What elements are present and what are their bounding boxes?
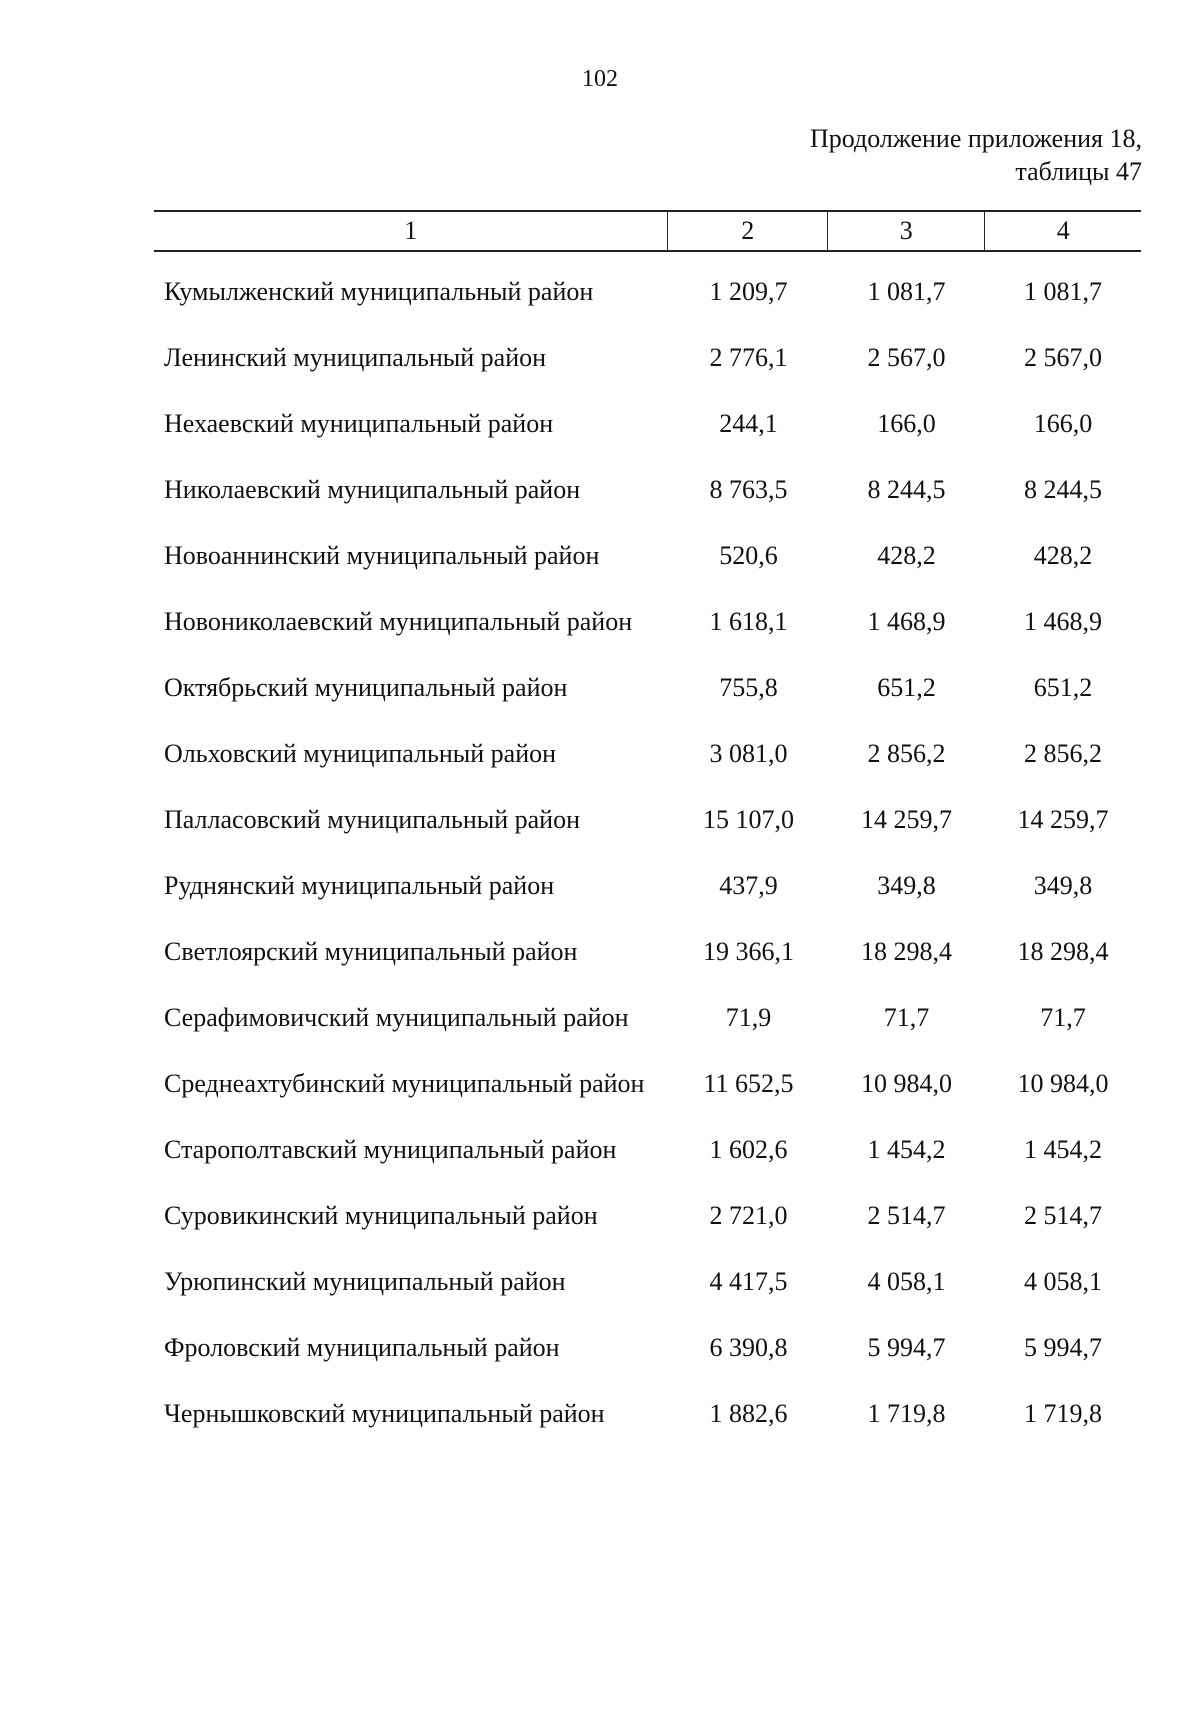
column-2-value-cell: 437,9 <box>719 871 778 900</box>
column-2-value-cell: 2 721,0 <box>709 1201 788 1230</box>
column-2-value-cell: 19 366,1 <box>703 937 794 966</box>
column-4-value-cell: 166,0 <box>1033 409 1093 438</box>
caption-line-2: таблицы 47 <box>1015 157 1142 186</box>
column-3-value-cell: 2 514,7 <box>867 1201 946 1230</box>
column-2-value-cell: 3 081,0 <box>709 739 788 768</box>
table-header-row <box>154 210 1141 252</box>
table-row <box>154 1134 1141 1165</box>
table-row <box>154 1398 1141 1429</box>
column-2-value-cell: 71,9 <box>725 1003 772 1032</box>
district-name-cell: Фроловский муниципальный район <box>164 1333 560 1362</box>
table-row <box>154 1332 1141 1363</box>
table-row <box>154 606 1141 637</box>
district-name-cell: Ольховский муниципальный район <box>164 739 557 768</box>
column-4-value-cell: 8 244,5 <box>1024 475 1102 504</box>
district-name-cell: Среднеахтубинский муниципальный район <box>164 1069 645 1098</box>
district-name-cell: Николаевский муниципальный район <box>164 475 581 504</box>
column-3-value-cell: 5 994,7 <box>867 1333 946 1362</box>
district-name-cell: Ленинский муниципальный район <box>164 343 547 372</box>
column-header-4: 4 <box>984 212 1141 250</box>
column-3-value-cell: 14 259,7 <box>861 805 952 834</box>
table-row <box>154 870 1141 901</box>
column-3-value-cell: 8 244,5 <box>867 475 946 504</box>
table-row <box>154 738 1141 769</box>
column-4-value-cell: 14 259,7 <box>1017 805 1109 834</box>
column-2-value-cell: 6 390,8 <box>709 1333 788 1362</box>
column-3-value-cell: 1 454,2 <box>867 1135 946 1164</box>
column-3-value-cell: 166,0 <box>877 409 936 438</box>
column-2-value-cell: 1 882,6 <box>709 1399 788 1428</box>
column-4-value-cell: 1 468,9 <box>1024 607 1102 636</box>
column-2-value-cell: 11 652,5 <box>703 1069 794 1098</box>
table-row <box>154 1068 1141 1099</box>
column-4-value-cell: 1 454,2 <box>1024 1135 1102 1164</box>
page-number: 102 <box>582 66 618 92</box>
district-name-cell: Старополтавский муниципальный район <box>164 1135 617 1164</box>
column-4-value-cell: 2 856,2 <box>1024 739 1102 768</box>
table-row <box>154 804 1141 835</box>
table-row <box>154 672 1141 703</box>
column-4-value-cell: 349,8 <box>1033 871 1093 900</box>
district-name-cell: Серафимовичский муниципальный район <box>164 1003 629 1032</box>
column-header-2: 2 <box>667 212 827 250</box>
column-3-value-cell: 428,2 <box>877 541 936 570</box>
column-4-value-cell: 18 298,4 <box>1017 937 1109 966</box>
table-row <box>154 408 1141 439</box>
column-2-value-cell: 1 602,6 <box>709 1135 788 1164</box>
district-name-cell: Чернышковский муниципальный район <box>164 1399 605 1428</box>
column-2-value-cell: 2 776,1 <box>709 343 788 372</box>
district-name-cell: Урюпинский муниципальный район <box>164 1267 566 1296</box>
column-3-value-cell: 2 567,0 <box>867 343 946 372</box>
column-3-value-cell: 71,7 <box>883 1003 930 1032</box>
column-3-value-cell: 1 468,9 <box>867 607 946 636</box>
district-name-cell: Нехаевский муниципальный район <box>164 409 554 438</box>
table-row <box>154 540 1141 571</box>
column-3-value-cell: 651,2 <box>877 673 936 702</box>
table-row <box>154 1266 1141 1297</box>
column-4-value-cell: 1 719,8 <box>1024 1399 1102 1428</box>
data-table <box>154 210 1141 1464</box>
table-row <box>154 342 1141 373</box>
column-3-value-cell: 18 298,4 <box>861 937 952 966</box>
column-4-value-cell: 2 514,7 <box>1024 1201 1102 1230</box>
column-4-value-cell: 71,7 <box>1040 1003 1086 1032</box>
column-4-value-cell: 428,2 <box>1033 541 1093 570</box>
column-3-value-cell: 349,8 <box>877 871 936 900</box>
district-name-cell: Суровикинский муниципальный район <box>164 1201 598 1230</box>
district-name-cell: Кумылженский муниципальный район <box>164 277 594 306</box>
column-2-value-cell: 520,6 <box>719 541 778 570</box>
column-2-value-cell: 4 417,5 <box>709 1267 788 1296</box>
table-row <box>154 1200 1141 1231</box>
column-header-1: 1 <box>404 216 418 245</box>
column-2-value-cell: 755,8 <box>719 673 778 702</box>
district-name-cell: Светлоярский муниципальный район <box>164 937 578 966</box>
table-body <box>154 276 1141 1429</box>
column-2-value-cell: 15 107,0 <box>703 805 794 834</box>
column-4-value-cell: 10 984,0 <box>1017 1069 1109 1098</box>
column-2-value-cell: 8 763,5 <box>709 475 788 504</box>
district-name-cell: Руднянский муниципальный район <box>164 871 555 900</box>
column-3-value-cell: 4 058,1 <box>867 1267 946 1296</box>
column-4-value-cell: 651,2 <box>1033 673 1093 702</box>
column-3-value-cell: 1 719,8 <box>867 1399 946 1428</box>
table-row <box>154 276 1141 307</box>
column-4-value-cell: 2 567,0 <box>1024 343 1102 372</box>
district-name-cell: Палласовский муниципальный район <box>164 805 580 834</box>
column-3-value-cell: 10 984,0 <box>861 1069 952 1098</box>
district-name-cell: Октябрьский муниципальный район <box>164 673 568 702</box>
caption-line-1: Продолжение приложения 18, <box>809 124 1142 153</box>
column-4-value-cell: 5 994,7 <box>1024 1333 1102 1362</box>
column-2-value-cell: 1 618,1 <box>709 607 788 636</box>
table-row <box>154 936 1141 967</box>
table-row <box>154 1002 1141 1033</box>
district-name-cell: Новониколаевский муниципальный район <box>164 607 633 636</box>
table-caption <box>810 122 1142 188</box>
column-3-value-cell: 2 856,2 <box>867 739 946 768</box>
column-header-3: 3 <box>827 212 985 250</box>
column-4-value-cell: 4 058,1 <box>1024 1267 1102 1296</box>
district-name-cell: Новоаннинский муниципальный район <box>164 541 600 570</box>
column-3-value-cell: 1 081,7 <box>867 277 946 306</box>
column-2-value-cell: 244,1 <box>719 409 778 438</box>
column-4-value-cell: 1 081,7 <box>1024 277 1102 306</box>
table-row <box>154 474 1141 505</box>
column-2-value-cell: 1 209,7 <box>709 277 788 306</box>
